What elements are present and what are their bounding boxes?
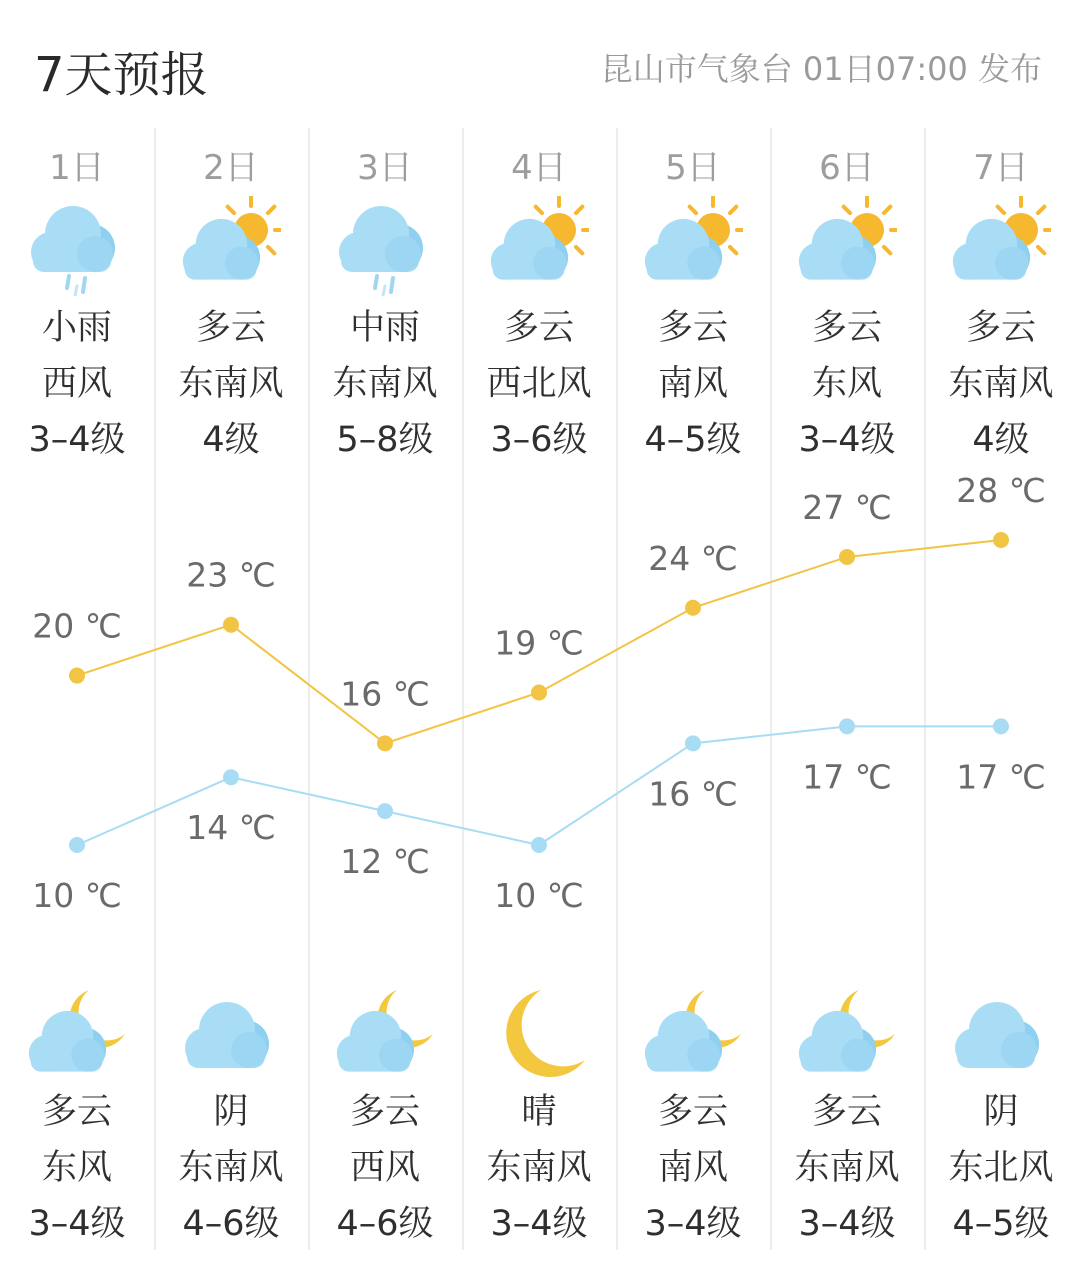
day-wind-level: 4级 <box>202 420 260 460</box>
high-temp-point <box>223 617 239 633</box>
day-weather: 多云 <box>965 308 1036 348</box>
night-wind-level: 3–4级 <box>644 1204 742 1244</box>
high-temp-point <box>685 600 701 616</box>
day-weather: 多云 <box>657 308 728 348</box>
day-weather: 多云 <box>503 308 574 348</box>
night-wind-direction: 东风 <box>41 1148 112 1188</box>
day-wind-direction: 东南风 <box>332 364 438 404</box>
high-temp-label: 28 ℃ <box>956 471 1046 510</box>
high-temp-point <box>993 532 1009 548</box>
night-weather: 阴 <box>983 1092 1019 1132</box>
day-wind-level: 4–5级 <box>644 420 742 460</box>
date-label: 5日 <box>665 148 721 188</box>
night-wind-level: 3–4级 <box>28 1204 126 1244</box>
night-wind-level: 4–5级 <box>952 1204 1050 1244</box>
low-temp-point <box>223 769 239 785</box>
low-temp-point <box>69 837 85 853</box>
night-wind-level: 3–4级 <box>798 1204 896 1244</box>
night-weather: 多云 <box>41 1092 112 1132</box>
night-weather: 阴 <box>213 1092 249 1132</box>
low-temp-point <box>839 718 855 734</box>
day-wind-level: 3–6级 <box>490 420 588 460</box>
day-wind-level: 5–8级 <box>336 420 434 460</box>
high-temp-point <box>69 668 85 684</box>
night-weather: 晴 <box>521 1092 557 1132</box>
day-wind-level: 4级 <box>972 420 1030 460</box>
high-temp-point <box>377 735 393 751</box>
day-wind-direction: 西风 <box>41 364 112 404</box>
low-temp-label: 17 ℃ <box>956 757 1046 797</box>
high-temp-label: 23 ℃ <box>186 555 276 595</box>
low-temp-label: 16 ℃ <box>648 774 738 814</box>
high-temp-label: 27 ℃ <box>802 487 892 527</box>
date-label: 2日 <box>203 148 259 188</box>
day-wind-level: 3–4级 <box>28 420 126 460</box>
page-title: 7天预报 <box>34 47 209 103</box>
day-wind-direction: 东南风 <box>948 364 1054 404</box>
night-wind-level: 4–6级 <box>336 1204 434 1244</box>
day-wind-direction: 东南风 <box>178 364 284 404</box>
low-temp-label: 14 ℃ <box>186 808 276 848</box>
night-wind-direction: 东南风 <box>178 1148 284 1188</box>
day-wind-direction: 南风 <box>657 364 728 404</box>
day-wind-direction: 西北风 <box>486 364 592 404</box>
night-weather: 多云 <box>349 1092 420 1132</box>
date-label: 7日 <box>973 148 1029 188</box>
night-weather: 多云 <box>811 1092 882 1132</box>
night-wind-direction: 东南风 <box>794 1148 900 1188</box>
night-wind-direction: 西风 <box>349 1148 420 1188</box>
low-temp-label: 12 ℃ <box>340 842 430 882</box>
high-temp-label: 19 ℃ <box>494 623 584 663</box>
night-wind-direction: 南风 <box>657 1148 728 1188</box>
high-temp-point <box>839 549 855 565</box>
day-weather: 中雨 <box>349 308 420 348</box>
high-temp-point <box>531 685 547 701</box>
day-wind-direction: 东风 <box>811 364 882 404</box>
day-weather: 多云 <box>811 308 882 348</box>
day-weather: 小雨 <box>41 308 112 348</box>
low-temp-label: 10 ℃ <box>494 876 584 915</box>
night-wind-direction: 东南风 <box>486 1148 592 1188</box>
night-wind-level: 3–4级 <box>490 1204 588 1244</box>
date-label: 4日 <box>511 148 567 188</box>
date-label: 1日 <box>49 148 105 188</box>
night-weather: 多云 <box>657 1092 728 1132</box>
date-label: 6日 <box>819 148 875 188</box>
night-wind-level: 4–6级 <box>182 1204 280 1244</box>
low-temp-label: 17 ℃ <box>802 757 892 797</box>
day-weather: 多云 <box>195 308 266 348</box>
date-label: 3日 <box>357 148 413 188</box>
low-temp-point <box>993 718 1009 734</box>
high-temp-label: 20 ℃ <box>32 606 122 646</box>
publish-info: 昆山市气象台 01日07:00 发布 <box>600 50 1042 88</box>
day-wind-level: 3–4级 <box>798 420 896 460</box>
night-wind-direction: 东北风 <box>948 1148 1054 1188</box>
low-temp-point <box>377 803 393 819</box>
high-temp-label: 16 ℃ <box>340 674 430 714</box>
low-temp-label: 10 ℃ <box>32 876 122 915</box>
low-temp-point <box>531 837 547 853</box>
high-temp-label: 24 ℃ <box>648 538 738 578</box>
low-temp-point <box>685 735 701 751</box>
